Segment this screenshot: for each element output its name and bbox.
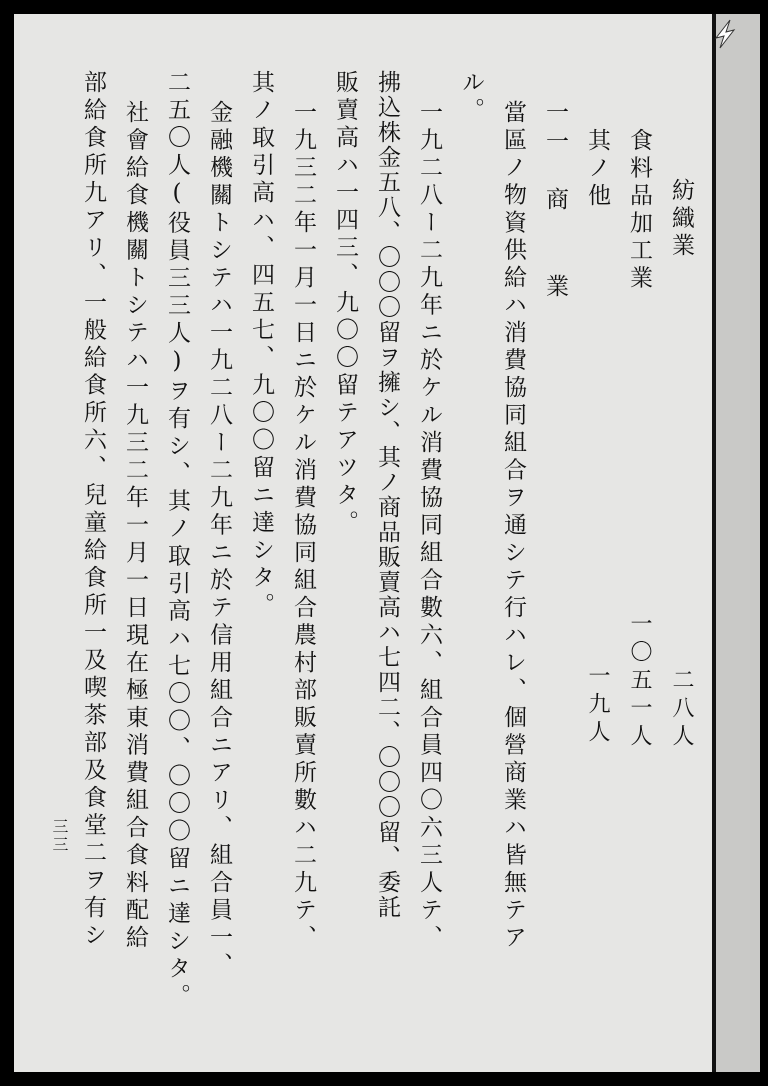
table-row-value: 一九人 (585, 664, 610, 748)
body-line: 當區ノ物資供給ハ消費協同組合ヲ通シテ行ハレ、個營商業ハ皆無テア (500, 100, 526, 953)
page-number: 三三 (50, 818, 69, 854)
body-line: 一九三二年一月一日ニ於ケル消費協同組合農村部販賣所數ハ二九テ、 (290, 100, 316, 953)
body-line: 金融機關トシテハ一九二八ー二九年ニ於テ信用組合ニアリ、組合員一、 (206, 100, 232, 980)
body-line: 二五〇人(役員三三人)ヲ有シ、其ノ取引高ハ七〇〇、〇〇〇留ニ達シタ。 (164, 70, 190, 1011)
body-line: ル。 (458, 70, 484, 125)
body-line: 其ノ取引高ハ、四五七、九〇〇留ニ達シタ。 (248, 70, 274, 620)
body-line: 拂込株金五八、〇〇〇留ヲ擁シ、其ノ商品販賣高ハ七四二、〇〇〇留、委託 (374, 70, 400, 920)
table-row-value: 一〇五一人 (627, 612, 652, 752)
corner-tear-mark (700, 18, 740, 58)
table-row-value: 二八人 (669, 668, 694, 752)
table-row-label: 食料品加工業 (626, 128, 652, 293)
body-line: 部給食所九アリ、一般給食所六、兒童給食所一及喫茶部及食堂二ヲ有シ (80, 70, 106, 950)
body-line: 販賣高ハ一四三、九〇〇留テアツタ。 (332, 70, 358, 538)
page-binding-edge (712, 14, 760, 1072)
table-row-label: 紡織業 (668, 178, 694, 261)
body-line: 一九二八ー二九年ニ於ケル消費協同組合數六、組合員四〇六三人テ、 (416, 100, 442, 953)
body-line: 社會給食機關トシテハ一九三二年一月一日現在極東消費組合食料配給 (122, 100, 148, 953)
table-row-label: 其ノ他 (584, 128, 610, 211)
section-heading: 一一 商 業 (542, 100, 568, 303)
